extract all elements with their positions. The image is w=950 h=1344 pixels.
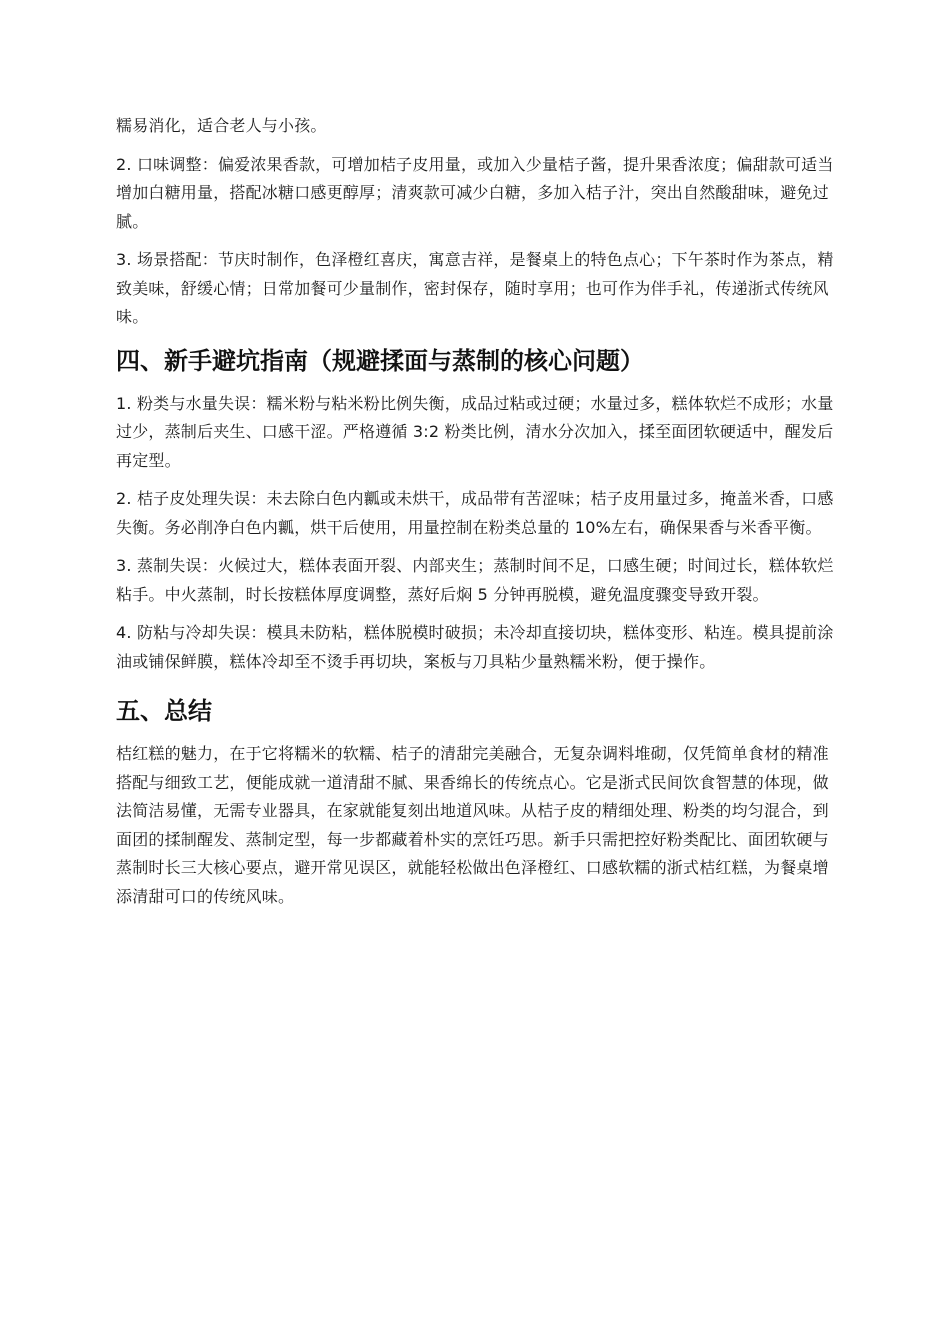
- tip-flavor-adjustment: 2. 口味调整：偏爱浓果香款，可增加桔子皮用量，或加入少量桔子酱，提升果香浓度；偏甜款可适当增加白糖用量，搭配冰糖口感更醇厚；清爽款可减少白糖，多加入桔子汁，突出自然酸甜味，避免过腻。: [116, 154, 834, 231]
- continued-paragraph: 糯易消化，适合老人与小孩。: [116, 116, 327, 135]
- summary-paragraph: 桔红糕的魅力，在于它将糯米的软糯、桔子的清甜完美融合，无复杂调料堆砌，仅凭简单食材的精准搭配与细致工艺，便能成就一道清甜不腻、果香绵长的传统点心。它是浙式民间饮食智慧的体现，做法简洁易懂，无需专业器具，在家就能复刻出地道风味。从桔子皮的精细处理、粉类的均匀混合，到面团的揉制醒发、蒸制定型，每一步都藏着朴实的烹饪巧思。新手只需把控好粉类配比、面团软硬与蒸制时长三大核心要点，避开常见误区，就能轻松做出色泽橙红、口感软糯的浙式桔红糕，为餐桌增添清甜可口的传统风味。: [116, 744, 829, 906]
- summary-section: [116, 694, 838, 911]
- pitfall-flour-water: 1. 粉类与水量失误：糯米粉与粘米粉比例失衡，成品过粘或过硬；水量过多，糕体软烂不成形；水量过少，蒸制后夹生、口感干涩。严格遵循 3:2 粉类比例，清水分次加入，揉至面团软硬适中，醒发后再定型。: [116, 393, 834, 470]
- document-page: [116, 112, 838, 921]
- section-5-heading: 五、总结: [116, 697, 212, 725]
- pitfall-steaming: 3. 蒸制失误：火候过大，糕体表面开裂、内部夹生；蒸制时间不足，口感生硬；时间过长，糕体软烂粘手。中火蒸制，时长按糕体厚度调整，蒸好后焖 5 分钟再脱模，避免温度骤变导致开裂。: [116, 556, 834, 604]
- tip-scene-pairing: 3. 场景搭配：节庆时制作，色泽橙红喜庆，寓意吉祥，是餐桌上的特色点心；下午茶时作为茶点，精致美味，舒缓心情；日常加餐可少量制作，密封保存，随时享用；也可作为伴手礼，传递浙式传统风味。: [116, 250, 834, 326]
- pitfall-peel-processing: 2. 桔子皮处理失误：未去除白色内瓤或未烘干，成品带有苦涩味；桔子皮用量过多，掩盖米香，口感失衡。务必削净白色内瓤，烘干后使用，用量控制在粉类总量的 10%左右，确保果香与米香平衡。: [116, 489, 834, 537]
- usage-tips-section: [116, 112, 838, 332]
- section-4-heading: 四、新手避坑指南（规避揉面与蒸制的核心问题）: [116, 346, 644, 375]
- beginner-pitfalls-section: [116, 344, 838, 677]
- pitfall-sticking-cooling: 4. 防粘与冷却失误：模具未防粘，糕体脱模时破损；未冷却直接切块，糕体变形、粘连。模具提前涂油或铺保鲜膜，糕体冷却至不烫手再切块，案板与刀具粘少量熟糯米粉，便于操作。: [116, 623, 834, 671]
